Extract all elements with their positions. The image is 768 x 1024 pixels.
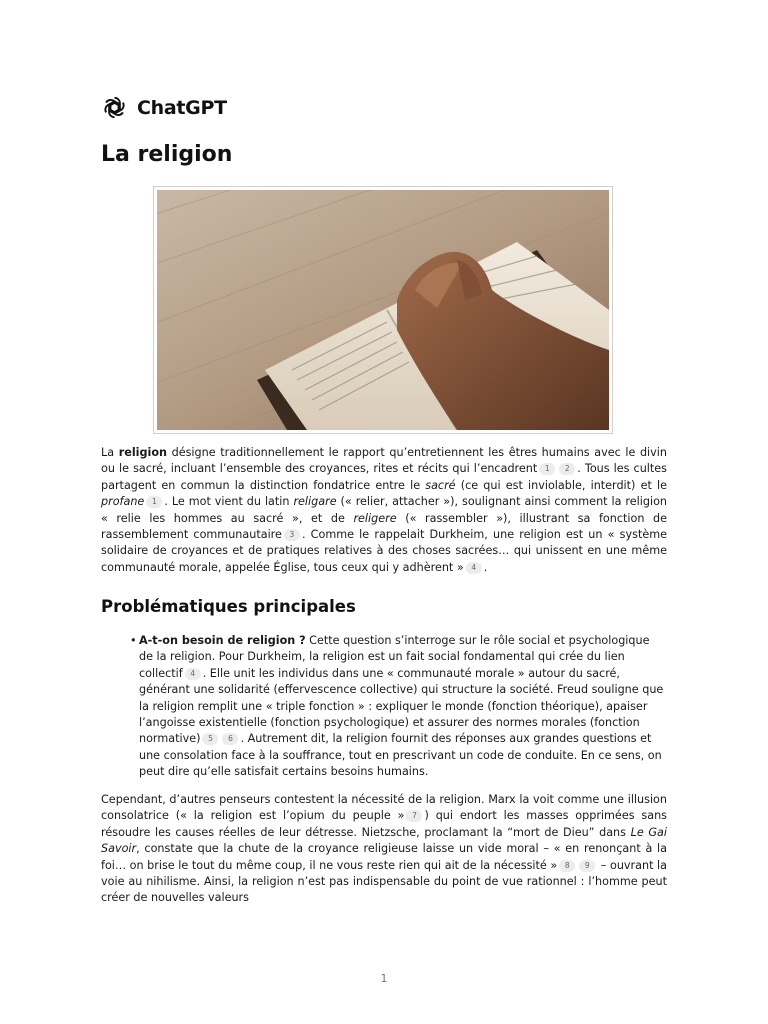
citation-badge[interactable]: 1 bbox=[146, 496, 162, 508]
citation-badge[interactable]: 4 bbox=[466, 562, 482, 574]
brand-header bbox=[101, 94, 227, 121]
citation-badge[interactable]: 1 bbox=[539, 463, 555, 475]
citation-badge[interactable]: 7 bbox=[406, 810, 422, 822]
bullet-list bbox=[130, 633, 667, 781]
openai-logo-icon bbox=[101, 94, 128, 121]
bullet-marker: • bbox=[130, 634, 137, 647]
brand-name: ChatGPT bbox=[137, 96, 227, 119]
citation-badge[interactable]: 5 bbox=[202, 733, 218, 745]
page-number: 1 bbox=[380, 972, 388, 985]
list-item: • A-t-on besoin de religion ? Cette question s’interroge sur le rôle social et psychologique de la religion. Pour Durkheim, la religion est un fait social fondamental qui crée du lien collectif 4 . Elle unit les individus dans une « communauté morale » autour du sacré, générant une solidarité (effervescence collective) qui structure la société. Freud souligne que la religion remplit une « triple fonction » : expliquer le monde (fonction théorique), apaiser l’angoisse existentielle (fonction psychologique) et assurer des normes morales (fonction normative) 5 6 . Autrement dit, la religion fournit des réponses aux grandes questions et une consolation face à la souffrance, tout en prescrivant un code de conduite. En ce sens, on peut dire qu’elle satisfait certains besoins humains. bbox=[130, 634, 664, 779]
section-heading: Problématiques principales bbox=[101, 597, 356, 616]
citation-badge[interactable]: 6 bbox=[222, 733, 238, 745]
praying-hands-on-bible-photo bbox=[157, 190, 609, 430]
citation-badge[interactable]: 9 bbox=[579, 860, 595, 872]
page-title: La religion bbox=[101, 142, 233, 167]
citation-badge[interactable]: 4 bbox=[185, 668, 201, 680]
citation-badge[interactable]: 2 bbox=[559, 463, 575, 475]
article-figure bbox=[153, 186, 613, 434]
citation-badge[interactable]: 3 bbox=[284, 529, 300, 541]
body-paragraph: Cependant, d’autres penseurs contestent la nécessité de la religion. Marx la voit comme une illusion consolatrice (« la religion est l’opium du peuple » 7 ) qui endort les masses opprimées sans résoudre les causes réelles de leur détresse. Nietzsche, proclamant la “mort de Dieu” dans Le Gai Savoir, constate que la chute de la croyance religieuse laisse un vide moral – « en renonçant à la foi… on brise le tout du même coup, il ne vous reste rien qui ait de la nécessité » 8 9 – ouvrant la voie au nihilisme. Ainsi, la religion n’est pas indispensable du point de vue rationnel : l’homme peut créer de nouvelles valeurs bbox=[101, 793, 667, 905]
intro-paragraph: La religion désigne traditionnellement le rapport qu’entretiennent les êtres humains avec le divin ou le sacré, incluant l’ensemble des croyances, rites et récits qui l’encadrent 1 2 . Tous les cultes partagent en commun la distinction fondatrice entre le sacré (ce qui est inviolable, interdit) et le profane 1 . Le mot vient du latin religare (« relier, attacher »), soulignant ainsi comment la religion « relie les hommes au sacré », et de religere (« rassembler »), illustrant sa fonction de rassemblement communautaire 3 . Comme le rappelait Durkheim, une religion est un « système solidaire de croyances et de pratiques relatives à des choses sacrées… qui unissent en une même communauté morale, appelée Église, tous ceux qui y adhèrent » 4 . bbox=[101, 446, 668, 574]
citation-badge[interactable]: 8 bbox=[559, 860, 575, 872]
